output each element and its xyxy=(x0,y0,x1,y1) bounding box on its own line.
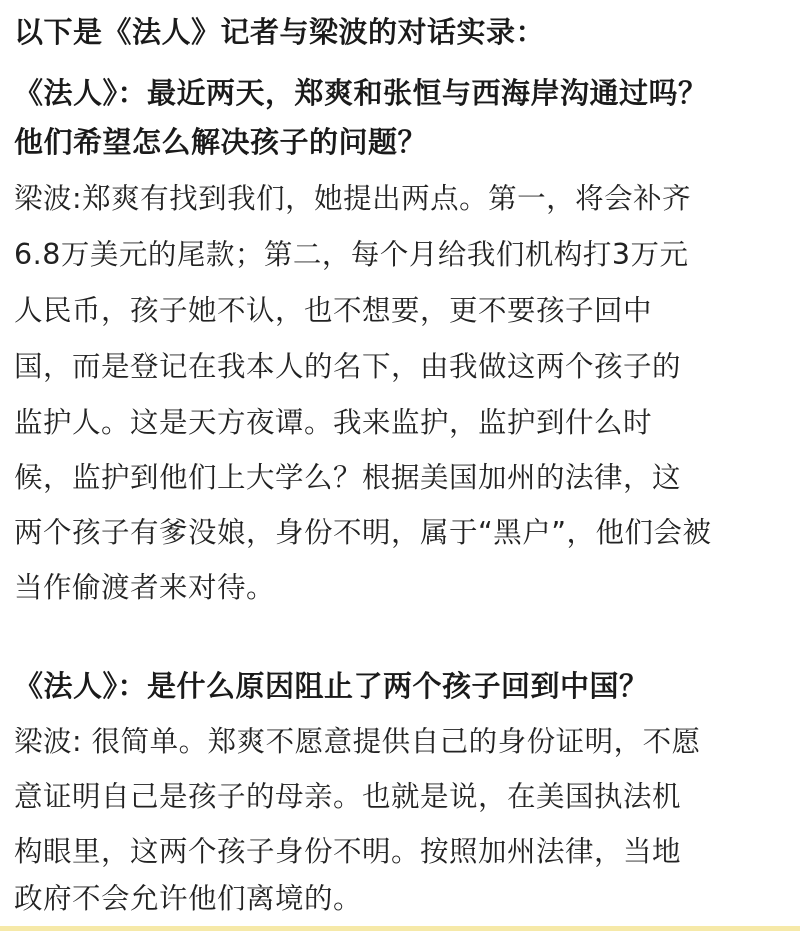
answer-1-line-4: 国，而是登记在我本人的名下，由我做这两个孩子的 xyxy=(14,350,682,383)
answer-2-line-3: 构眼里，这两个孩子身份不明。按照加州法律，当地 xyxy=(14,835,682,868)
bottom-edge-strip xyxy=(0,926,800,931)
answer-1-line-7: 两个孩子有爹没娘，身份不明，属于“黑户”，他们会被 xyxy=(14,516,712,549)
answer-1-line-2: 6.8万美元的尾款；第二，每个月给我们机构打3万元 xyxy=(14,238,689,271)
answer-1-line-1: 梁波:郑爽有找到我们，她提出两点。第一，将会补齐 xyxy=(14,182,692,215)
answer-1-line-3: 人民币，孩子她不认，也不想要，更不要孩子回中 xyxy=(14,294,653,327)
answer-1-line-8: 当作偷渡者来对待。 xyxy=(14,571,276,604)
answer-2-line-2: 意证明自己是孩子的母亲。也就是说，在美国执法机 xyxy=(14,780,682,813)
answer-1-line-5: 监护人。这是天方夜谭。我来监护，监护到什么时 xyxy=(14,406,653,439)
answer-2-line-1: 梁波: 很简单。郑爽不愿意提供自己的身份证明，不愿 xyxy=(14,725,701,758)
question-2-line-1: 《法人》：是什么原因阻止了两个孩子回到中国？ xyxy=(14,669,649,703)
question-1-line-1: 《法人》：最近两天，郑爽和张恒与西海岸沟通过吗？ xyxy=(14,76,708,110)
intro-heading: 以下是《法人》记者与梁波的对话实录： xyxy=(14,15,546,49)
question-1-line-2: 他们希望怎么解决孩子的问题？ xyxy=(14,125,428,159)
answer-2-line-4: 政府不会允许他们离境的。 xyxy=(14,882,363,915)
answer-1-line-6: 候，监护到他们上大学么？根据美国加州的法律，这 xyxy=(14,461,682,494)
